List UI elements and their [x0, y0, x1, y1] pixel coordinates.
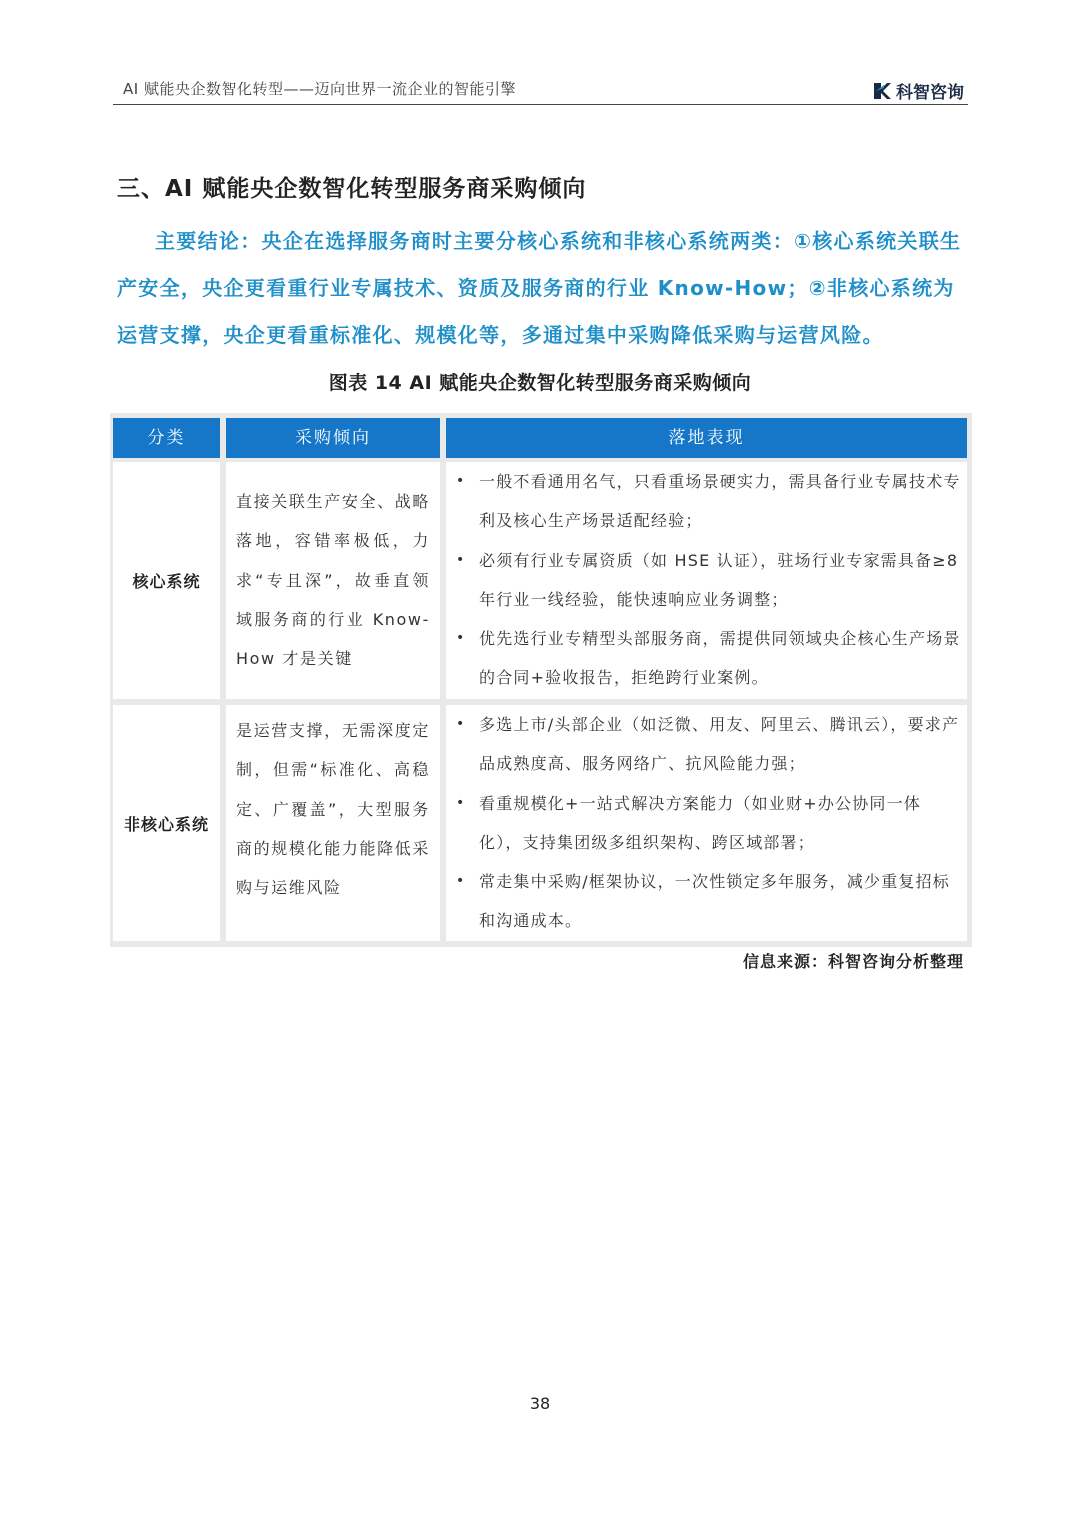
main-conclusion: 主要结论：央企在选择服务商时主要分核心系统和非核心系统两类：①核心系统关联生产安全，央企更看重行业专属技术、资质及服务商的行业 Know-How；②非核心系统为运营支撑，央企更看重标准化、规模化等，多通过集中采购降低采购与运营风险。 — [117, 229, 962, 347]
logo-text: 科智咨询 — [896, 83, 964, 103]
procurement-table — [110, 413, 972, 947]
bullet-icon: • — [456, 551, 466, 568]
list-item: • 常走集中采购/框架协议，一次性锁定多年服务，减少重复招标和沟通成本。 — [456, 862, 961, 941]
list-item: • 必须有行业专属资质（如 HSE 认证），驻场行业专家需具备≥8 年行业一线经验，能快速响应业务调整； — [456, 541, 961, 620]
bullet-icon: • — [456, 873, 466, 890]
company-logo — [872, 78, 964, 103]
info-source: 信息来源：科智咨询分析整理 — [742, 952, 964, 971]
table-header-category: 分类 — [113, 418, 220, 458]
list-item: • 优先选行业专精型头部服务商，需提供同领域央企核心生产场景的合同+验收报告，拒绝跨行业案例。 — [456, 619, 961, 698]
table-row-core-performance — [446, 462, 967, 699]
list-item: • 看重规模化+一站式解决方案能力（如业财+办公协同一体化），支持集团级多组织架构、跨区域部署； — [456, 784, 961, 863]
table-row-core-tendency: 直接关联生产安全、战略落地，容错率极低，力求“专且深”，故垂直领域服务商的行业 Know-How 才是关键 — [226, 462, 440, 699]
table-row-noncore-tendency: 是运营支撑，无需深度定制，但需“标准化、高稳定、广覆盖”，大型服务商的规模化能力能降低采购与运维风险 — [226, 705, 440, 941]
category-label: 核心系统 — [132, 572, 201, 591]
figure-caption: 图表 14 AI 赋能央企数智化转型服务商采购倾向 — [328, 372, 752, 394]
section-title: 三、AI 赋能央企数智化转型服务商采购倾向 — [117, 176, 587, 202]
page-number: 38 — [529, 1394, 551, 1413]
bullet-icon: • — [456, 716, 466, 732]
table-header-performance: 落地表现 — [446, 418, 967, 458]
table-header-tendency: 采购倾向 — [226, 418, 440, 458]
list-item: • 多选上市/头部企业（如泛微、用友、阿里云、腾讯云），要求产品成熟度高、服务网络广、抗风险能力强； — [456, 705, 961, 784]
bullet-icon: • — [456, 473, 466, 489]
table-row-core-category — [113, 462, 220, 699]
bullet-icon: • — [456, 630, 466, 647]
table-row-noncore-category — [113, 705, 220, 941]
bullet-icon: • — [456, 794, 466, 811]
kezhi-logo-icon — [872, 81, 892, 101]
table-row-noncore-performance — [446, 705, 967, 941]
list-item: • 一般不看通用名气，只看重场景硬实力，需具备行业专属技术专利及核心生产场景适配经验； — [456, 462, 961, 541]
category-label: 非核心系统 — [123, 814, 209, 834]
header-title: AI 赋能央企数智化转型——迈向世界一流企业的智能引擎 — [123, 80, 516, 98]
page-header — [113, 74, 968, 105]
